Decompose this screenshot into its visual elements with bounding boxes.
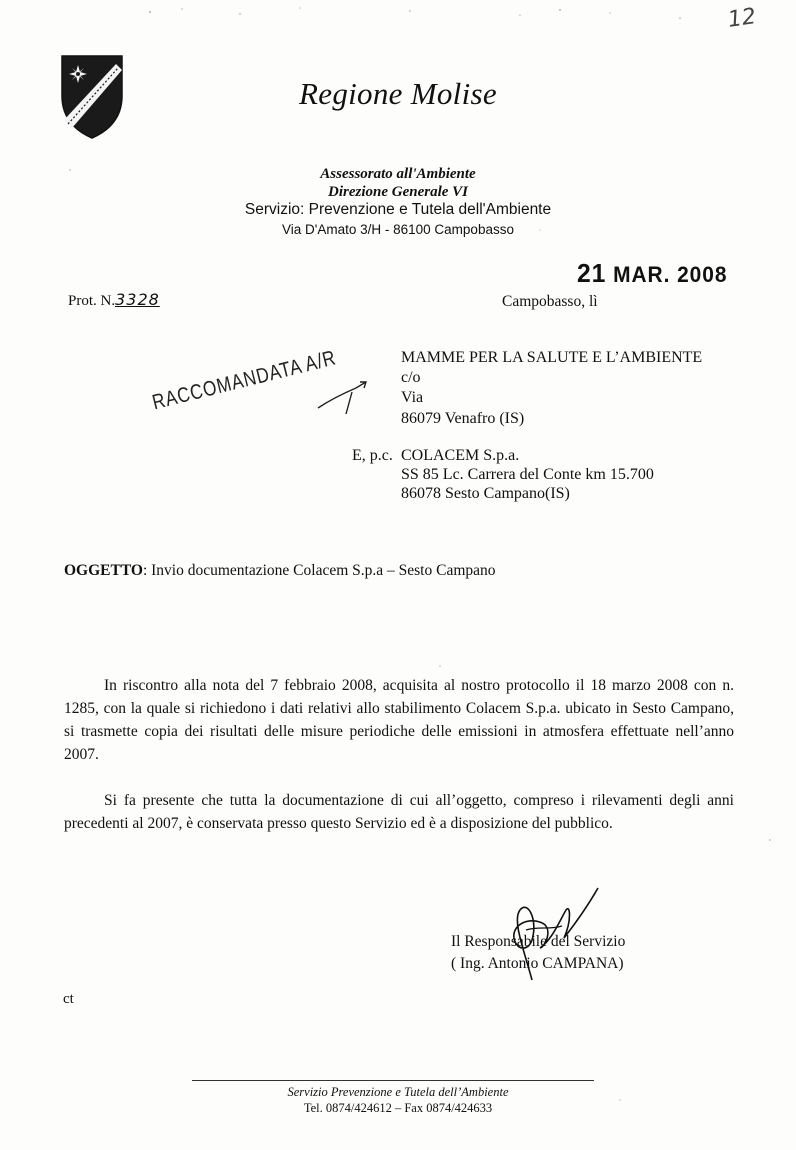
protocol-label: Prot. N. (68, 293, 116, 309)
cc-company: COLACEM S.p.a. (401, 447, 520, 464)
body-paragraph-2: Si fa presente che tutta la documentazione di cui all’oggetto, compreso i rilevamenti degli anni precedenti al 2007, è conservata presso questo Servizio ed è a disposizione del pubblico. (64, 792, 734, 832)
cc-street: SS 85 Lc. Carrera del Conte km 15.700 (401, 466, 654, 483)
body-paragraph-1: In riscontro alla nota del 7 febbraio 2008, acquisita al nostro protocollo il 18 marzo 2008 con n. 1285, con la quale si richiedono i dati relativi allo stabilimento Colacem S.p.a. ubicato in Sesto Campano, si trasmette copia dei risultati delle misure periodiche delle emissioni in atmosfera effettuate nell’anno 2007. (64, 677, 734, 763)
cc-city: 86078 Sesto Campano(IS) (401, 485, 570, 502)
region-title-text: Regione Molise (299, 76, 497, 111)
subject-line (64, 562, 496, 580)
cc-label: E, p.c. (352, 447, 393, 464)
footer-contacts: Tel. 0874/424612 – Fax 0874/424633 (303, 1101, 493, 1115)
typist-initials: ct (63, 991, 74, 1007)
date-stamp-month-year: MAR. 2008 (613, 262, 728, 287)
date-stamp-day: 21 (577, 258, 607, 288)
protocol-number (68, 290, 160, 310)
stamp-flourish-icon (316, 378, 368, 418)
recipient-name: MAMME PER LA SALUTE E L’AMBIENTE (401, 349, 703, 366)
region-title (0, 76, 796, 112)
recipient-city: 86079 Venafro (IS) (401, 410, 525, 427)
footer-service: Servizio Prevenzione e Tutela dell’Ambiente (287, 1085, 509, 1099)
page-number: 12 (726, 4, 758, 33)
protocol-value: 3328 (115, 290, 160, 309)
signatory-title: Il Responsabile del Servizio (451, 933, 626, 950)
signatory-name: ( Ing. Antonio CAMPANA) (451, 955, 624, 972)
office-address: Via D'Amato 3/H - 86100 Campobasso (282, 222, 514, 237)
footer-divider (192, 1080, 594, 1081)
date-stamp (577, 258, 727, 289)
subject-label: OGGETTO (64, 562, 143, 579)
department-name: Assessorato all'Ambiente (320, 166, 476, 182)
registered-mail-stamp: RACCOMANDATA A/R (150, 346, 339, 415)
directorate-name: Direzione Generale VI (328, 184, 468, 200)
subject-text: : Invio documentazione Colacem S.p.a – Sesto Campano (142, 562, 496, 579)
service-name: Servizio: Prevenzione e Tutela dell'Ambiente (244, 201, 552, 218)
recipient-street: Via (401, 389, 424, 406)
place-date: Campobasso, lì (502, 293, 598, 310)
recipient-care-of: c/o (401, 369, 421, 386)
